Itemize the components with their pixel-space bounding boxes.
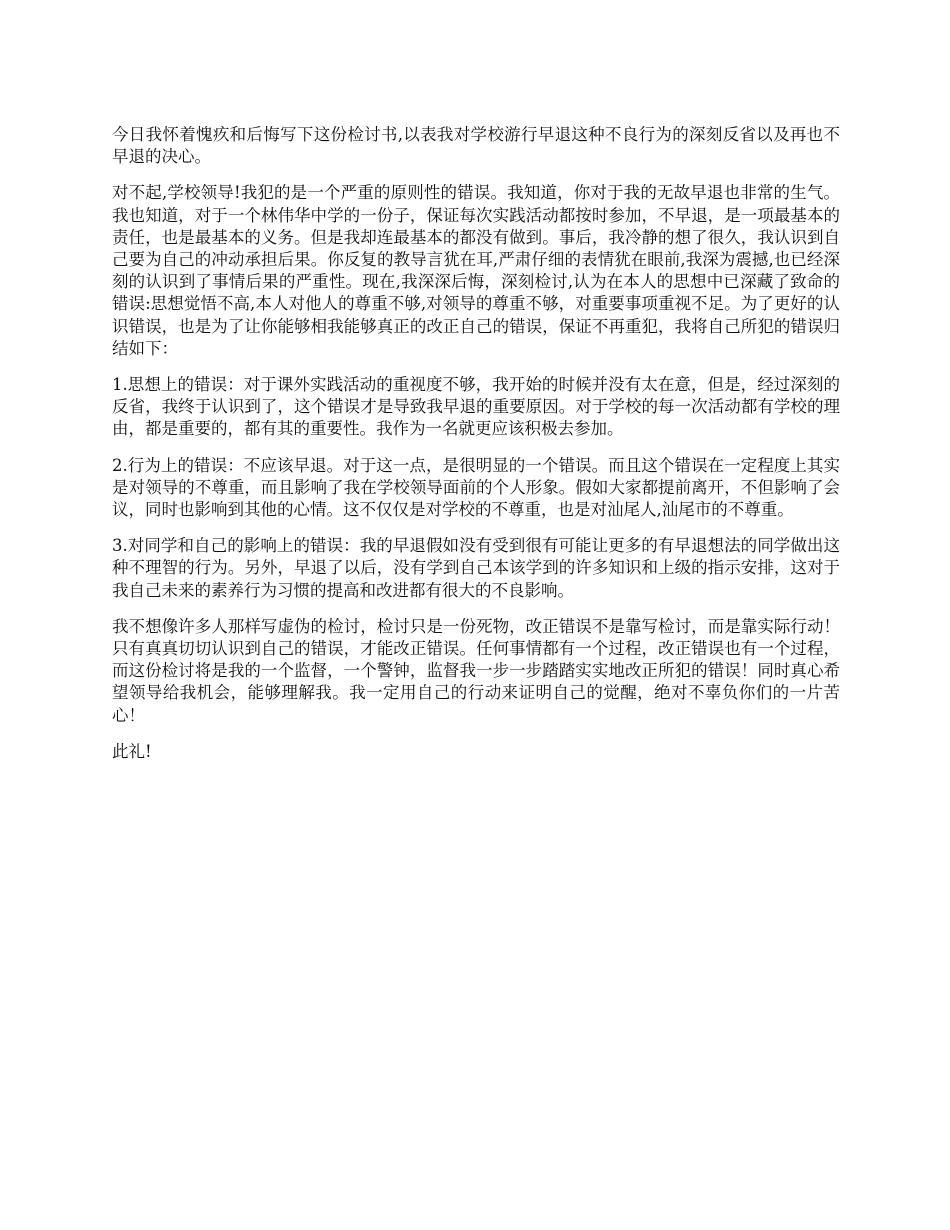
document-body xyxy=(112,124,840,777)
paragraph-intro: 今日我怀着愧疚和后悔写下这份检讨书,以表我对学校游行早退这种不良行为的深刻反省以及再也不早退的决心。 xyxy=(112,125,840,167)
paragraph-error-2: 2.行为上的错误：不应该早退。对于这一点，是很明显的一个错误。而且这个错误在一定程度上其实是对领导的不尊重，而且影响了我在学校领导面前的个人形象。假如大家都提前离开，不但影响了会议，同时也影响到其他的心情。这不仅仅是对学校的不尊重，也是对汕尾人,汕尾市的不尊重。 xyxy=(112,455,840,520)
paragraph-commitment: 我不想像许多人那样写虚伪的检讨，检讨只是一份死物，改正错误不是靠写检讨，而是靠实际行动！只有真真切切认识到自己的错误，才能改正错误。任何事情都有一个过程，改正错误也有一个过程，而这份检讨将是我的一个监督，一个警钟，监督我一步一步踏踏实实地改正所犯的错误！同时真心希望领导给我机会，能够理解我。我一定用自己的行动来证明自己的觉醒，绝对不辜负你们的一片苦心！ xyxy=(112,616,840,725)
paragraph-error-3: 3.对同学和自己的影响上的错误：我的早退假如没有受到很有可能让更多的有早退想法的同学做出这种不理智的行为。另外，早退了以后，没有学到自己本该学到的许多知识和上级的指示安排，这对于我自己未来的素养行为习惯的提高和改进都有很大的不良影响。 xyxy=(112,536,840,600)
paragraph-apology: 对不起,学校领导!我犯的是一个严重的原则性的错误。我知道，你对于我的无故早退也非常的生气。我也知道，对于一个林伟华中学的一份子，保证每次实践活动都按时参加，不早退，是一项最基本的责任，也是最基本的义务。但是我却连最基本的都没有做到。事后，我冷静的想了很久，我认识到自己要为自己的冲动承担后果。你反复的教导言犹在耳,严肃仔细的表情犹在眼前,我深为震撼,也已经深刻的认识到了事情后果的严重性。现在,我深深后悔，深刻检讨,认为在本人的思想中已深藏了致命的错误:思想觉悟不高,本人对他人的尊重不够,对领导的尊重不够，对重要事项重视不足。为了更好的认识错误，也是为了让你能够相我能够真正的改正自己的错误，保证不再重犯，我将自己所犯的错误归结如下： xyxy=(112,183,840,358)
paragraph-closing: 此礼! xyxy=(112,741,152,761)
paragraph-error-1: 1.思想上的错误：对于课外实践活动的重视度不够，我开始的时候并没有太在意，但是，经过深刻的反省，我终于认识到了，这个错误才是导致我早退的重要原因。对于学校的每一次活动都有学校的理由，都是重要的，都有其的重要性。我作为一名就更应该积极去参加。 xyxy=(112,375,840,439)
